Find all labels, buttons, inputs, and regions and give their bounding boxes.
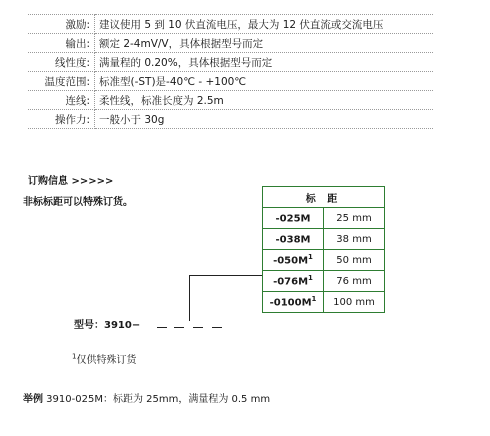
spec-row [28, 91, 433, 110]
model-blank [157, 327, 167, 328]
gauge-value: 38 mm [324, 229, 385, 250]
gauge-code: $-076M^1$ [263, 271, 324, 292]
gauge-table [262, 186, 385, 313]
gauge-row [263, 208, 385, 229]
spec-table [28, 14, 433, 129]
spec-row [28, 53, 433, 72]
spec-label: 温度范围: [28, 72, 95, 91]
gauge-code: -025M [263, 208, 324, 229]
gauge-table-header-row [263, 187, 385, 208]
gauge-code: -038M [263, 229, 324, 250]
spec-label: 线性度: [28, 53, 95, 72]
model-blank [193, 327, 203, 328]
gauge-code: $-0100M^1$ [263, 292, 324, 313]
gauge-value: 50 mm [324, 250, 385, 271]
spec-label: 连线: [28, 91, 95, 110]
model-blank [212, 327, 222, 328]
spec-row [28, 72, 433, 91]
ordering-title: 订购信息 >>>>> [28, 176, 114, 187]
model-label: 型号：3910− [74, 320, 141, 331]
spec-row [28, 34, 433, 53]
connector-vertical [189, 275, 190, 321]
gauge-row [263, 250, 385, 271]
gauge-value: 76 mm [324, 271, 385, 292]
ordering-subtitle: 非标标距可以特殊订货。 [23, 197, 133, 208]
gauge-table-header: 标 距 [263, 187, 385, 208]
footnote: $^1$仅供特殊订货 [72, 352, 137, 366]
model-blank [174, 327, 184, 328]
spec-row [28, 15, 433, 34]
spec-value: 建议使用 5 到 10 伏直流电压，最大为 12 伏直流或交流电压 [95, 15, 434, 34]
connector-horizontal [189, 275, 262, 276]
example-text: 3910-025M：标距为 25mm，满量程为 0.5 mm [43, 394, 271, 405]
spec-label: 操作力: [28, 110, 95, 129]
example-label: 举例 [23, 394, 43, 405]
spec-value: 额定 2-4mV/V，具体根据型号而定 [95, 34, 434, 53]
gauge-value: 25 mm [324, 208, 385, 229]
spec-label: 激励: [28, 15, 95, 34]
gauge-row [263, 271, 385, 292]
spec-label: 输出: [28, 34, 95, 53]
spec-row [28, 110, 433, 129]
spec-value: 满量程的 0.20%，具体根据型号而定 [95, 53, 434, 72]
spec-value: 标准型(-ST)是-40℃ - +100℃ [95, 72, 434, 91]
gauge-value: 100 mm [324, 292, 385, 313]
spec-value: 柔性线，标准长度为 2.5m [95, 91, 434, 110]
gauge-row [263, 229, 385, 250]
gauge-code: $-050M^1$ [263, 250, 324, 271]
spec-value: 一般小于 30g [95, 110, 434, 129]
example-line [23, 390, 270, 405]
gauge-row [263, 292, 385, 313]
